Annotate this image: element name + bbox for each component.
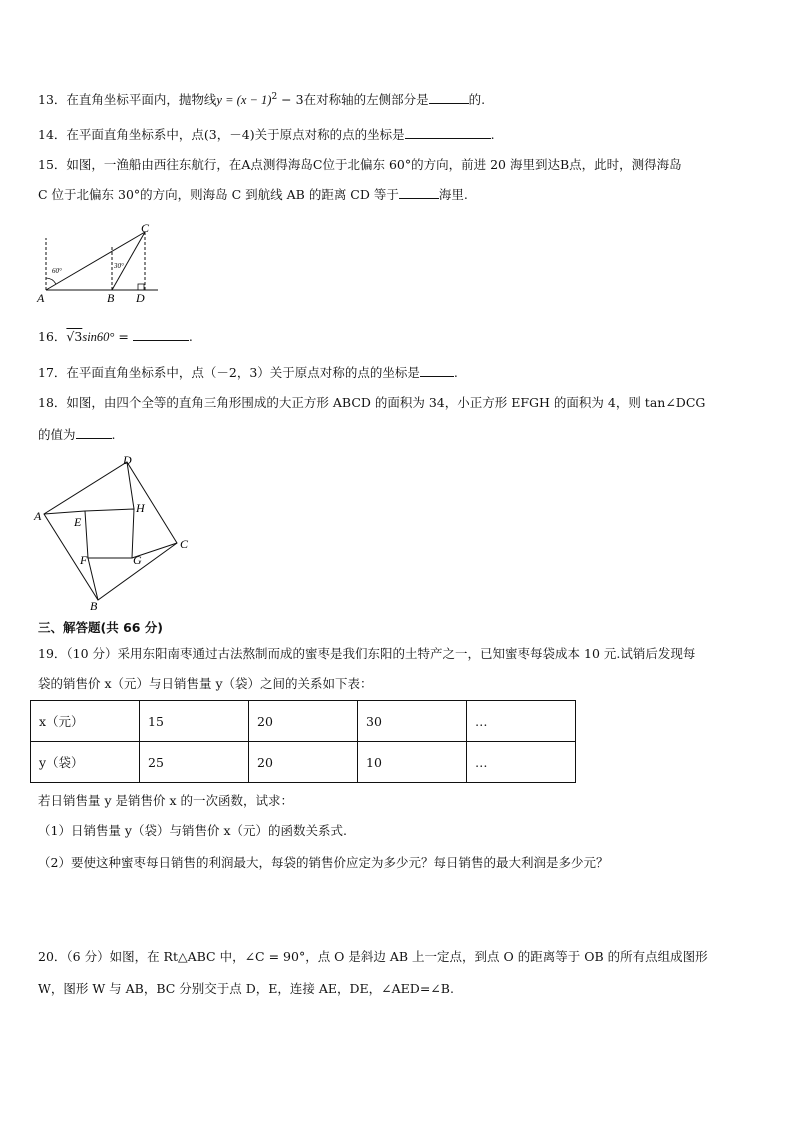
table-cell: 20	[249, 701, 358, 742]
label-g: G	[133, 553, 142, 567]
section-heading: 三、解答题(共 66 分)	[38, 620, 164, 635]
label-c: C	[180, 537, 189, 551]
question-13	[38, 88, 485, 109]
q15-answer-blank[interactable]	[399, 186, 439, 199]
q15-suffix: 海里.	[438, 187, 468, 202]
q14-answer-blank[interactable]	[405, 126, 491, 139]
q13-function: y = (x − 1)	[216, 93, 272, 108]
q13-suffix: 的.	[468, 92, 486, 108]
q16-radical: √3	[66, 329, 83, 344]
question-19-part1: （1）日销售量 y（袋）与销售价 x（元）的函数关系式.	[38, 823, 347, 838]
table-cell: x（元）	[31, 701, 140, 742]
segment-bf	[88, 558, 98, 600]
question-15-line2	[38, 186, 468, 204]
label-angle-60: 60°	[52, 267, 62, 275]
question-14	[38, 126, 495, 144]
label-angle-30: 30°	[114, 262, 124, 270]
question-19-line2: 袋的销售价 x（元）与日销售量 y（袋）之间的关系如下表：	[38, 676, 373, 691]
table-cell: y（袋）	[31, 742, 140, 783]
segment-bc	[112, 232, 145, 290]
table-cell: 20	[249, 742, 358, 783]
segment-ae	[44, 511, 85, 514]
square-abcd	[44, 462, 177, 600]
label-d: D	[123, 453, 132, 467]
question-18-line2	[38, 426, 116, 444]
q18-figure	[30, 450, 200, 616]
table-cell: 25	[140, 742, 249, 783]
question-20-line1: 20．（6 分）如图，在 Rt△ABC 中，∠C = 90°，点 O 是斜边 AB 上一定点，到点 O 的距离等于 OB 的所有点组成图形	[38, 949, 708, 964]
label-d: D	[136, 291, 145, 305]
question-16	[38, 328, 193, 346]
table-cell: 10	[358, 742, 467, 783]
q17-suffix: .	[453, 365, 458, 380]
table-cell: …	[467, 742, 576, 783]
q13-exponent: 2	[271, 92, 278, 102]
label-b: B	[90, 599, 98, 613]
q16-function: sin60°	[82, 330, 115, 344]
q18-text: 的值为	[38, 427, 76, 442]
q13-rest: − 3在对称轴的左侧部分是	[277, 92, 429, 108]
q14-text: 14．在平面直角坐标系中，点(3，－4)关于原点对称的点的坐标是	[38, 127, 405, 142]
question-17	[38, 364, 458, 382]
question-15-line1: 15．如图，一渔船由西往东航行，在A点测得海岛C位于北偏东 60°的方向，前进 20 海里到达B点，此时，测得海岛	[38, 157, 682, 172]
square-efgh	[85, 509, 134, 558]
q15-figure	[30, 218, 170, 308]
table-cell: 15	[140, 701, 249, 742]
q16-answer-blank[interactable]	[133, 328, 189, 341]
q15-text: C 位于北偏东 30°的方向，则海岛 C 到航线 AB 的距离 CD 等于	[38, 187, 399, 202]
label-a: A	[34, 509, 42, 523]
label-h: H	[136, 501, 145, 515]
q18-answer-blank[interactable]	[76, 426, 112, 439]
table-row	[31, 742, 576, 783]
table-cell: 30	[358, 701, 467, 742]
label-b: B	[107, 291, 115, 305]
table-row	[31, 701, 576, 742]
q16-number: 16．	[38, 329, 67, 344]
q16-suffix: .	[188, 329, 193, 344]
question-19-condition: 若日销售量 y 是销售价 x 的一次函数，试求：	[38, 793, 294, 808]
question-19-part2: （2）要使这种蜜枣每日销售的利润最大，每袋的销售价应定为多少元？每日销售的最大利润是多少元？	[38, 855, 609, 870]
label-f: F	[80, 553, 88, 567]
question-20-line2: W，图形 W 与 AB，BC 分别交于点 D，E，连接 AE，DE，∠AED=∠B.	[38, 981, 454, 996]
q13-answer-blank[interactable]	[429, 91, 469, 104]
segment-ac	[46, 232, 145, 290]
q17-answer-blank[interactable]	[420, 364, 454, 377]
price-sales-table	[30, 700, 576, 783]
label-e: E	[74, 515, 82, 529]
right-angle-mark	[138, 284, 144, 290]
angle-arc-60	[46, 278, 56, 284]
segment-dh	[127, 462, 134, 509]
q18-suffix: .	[111, 427, 116, 442]
question-19-line1: 19．（10 分）采用东阳南枣通过古法熬制而成的蜜枣是我们东阳的土特产之一，已知蜜枣每袋成本 10 元.试销后发现每	[38, 646, 696, 661]
label-a: A	[37, 291, 45, 305]
q14-suffix: .	[490, 127, 495, 142]
table-cell: …	[467, 701, 576, 742]
q16-equals: =	[114, 329, 133, 344]
question-18-line1: 18．如图，由四个全等的直角三角形围成的大正方形 ABCD 的面积为 34，小正方形 EFGH 的面积为 4，则 tan∠DCG	[38, 395, 706, 410]
label-c: C	[141, 221, 150, 235]
q17-text: 17．在平面直角坐标系中，点（－2，3）关于原点对称的点的坐标是	[38, 365, 420, 380]
q13-prefix: 13．在直角坐标平面内，抛物线	[38, 92, 217, 108]
